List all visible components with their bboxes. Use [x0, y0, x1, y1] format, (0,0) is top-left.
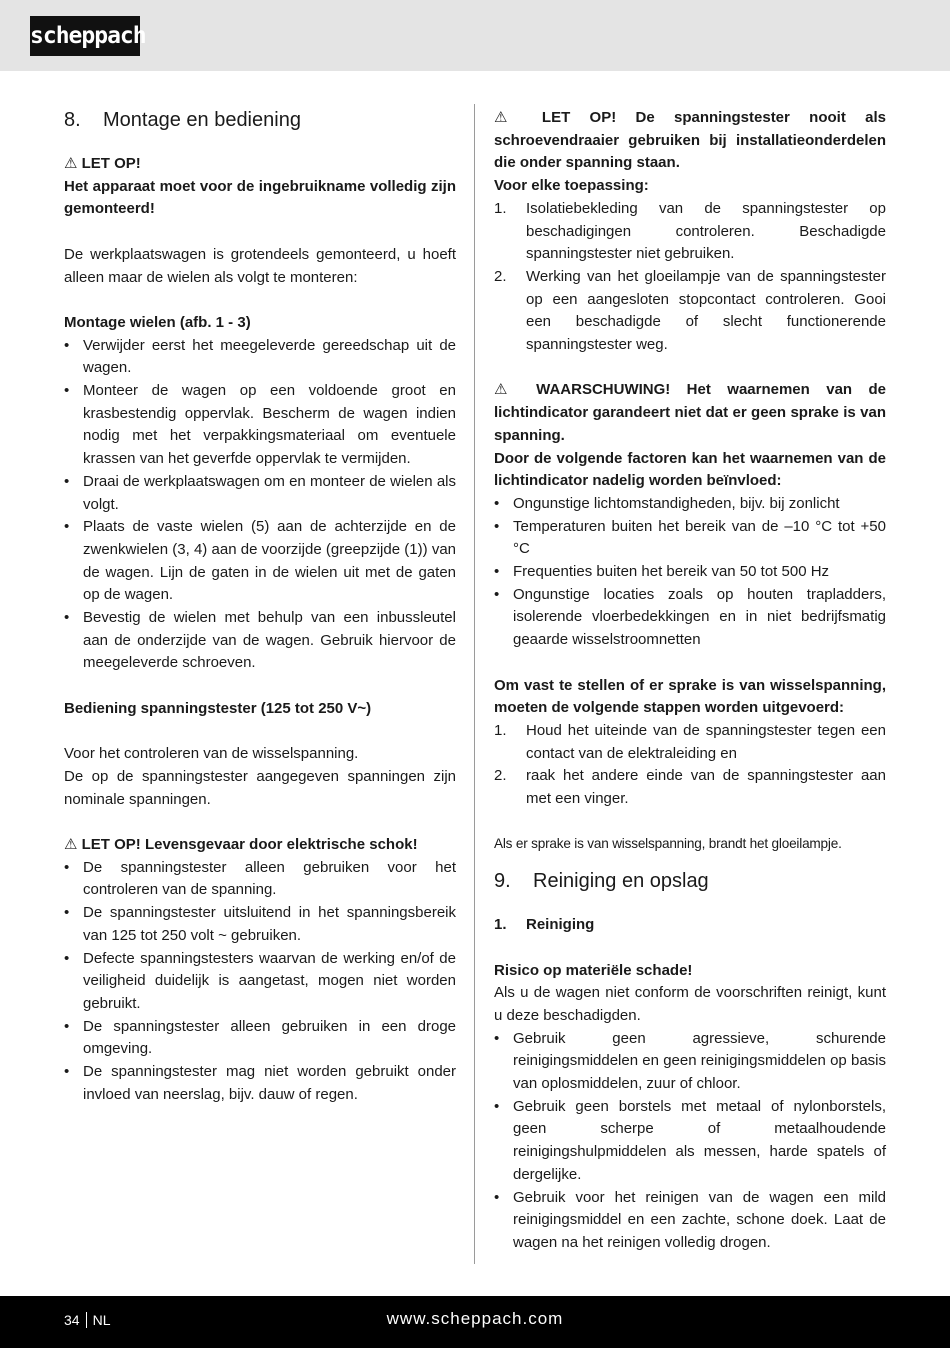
section-8-heading: [64, 107, 456, 133]
section-number: 9.: [494, 870, 511, 893]
wheels-heading: Montage wielen (afb. 1 - 3): [64, 313, 251, 331]
list-item: • De spanningstester mag niet worden gebruikt onder invloed van neerslag, bijv. dauw of regen.: [64, 1061, 456, 1106]
factors-heading: Door de volgende factoren kan het waarnemen van de lichtindicator nadelig worden beïnvloed:: [494, 449, 886, 490]
right-column: [494, 107, 886, 1255]
list-item: • De spanningstester uitsluitend in het spanningsbereik van 125 tot 250 volt ~ gebruiken.: [64, 902, 456, 947]
language-code: NL: [92, 1312, 111, 1328]
risk-heading: Risico op materiële schade!: [494, 961, 693, 979]
list-item: 2. raak het andere einde van de spanningstester aan met een vinger.: [494, 767, 886, 808]
cleaning-list: [494, 1028, 886, 1255]
light-indicator-warning: ⚠ WAARSCHUWING! Het waarnemen van de lichtindicator garandeert niet dat er geen sprake is van spanning.: [494, 381, 886, 444]
list-item: • Monteer de wagen op een voldoende groot en krasbestendig oppervlak. Bescherm de wagen indien nodig met het verpakkingsmateriaal om eventuele krassen van het geverfde oppervlak te vermijden.: [64, 380, 456, 471]
list-item: 1. Isolatiebekleding van de spanningstester op beschadigingen controleren. Beschadigde spanningstester niet gebruiken.: [494, 199, 886, 263]
list-item: • Gebruik geen agressieve, schurende reinigingsmiddelen en geen reinigingsmiddelen op basis van oplosmiddelen, zuur of chloor.: [494, 1028, 886, 1096]
page-number: 34: [64, 1312, 80, 1328]
list-item: • Verwijder eerst het meegeleverde gereedschap uit de wagen.: [64, 335, 456, 380]
section-number: 8.: [64, 109, 81, 131]
lamp-note: Als er sprake is van wisselspanning, brandt het gloeilampje.: [494, 836, 842, 852]
list-item: • Draai de werkplaatswagen om en monteer de wielen als volgt.: [64, 471, 456, 516]
factors-list: [494, 493, 886, 652]
list-item: • Ongunstige lichtomstandigheden, bijv. bij zonlicht: [494, 493, 886, 516]
steps-heading: Om vast te stellen of er sprake is van wisselspanning, moeten de volgende stappen worden uitgevoerd:: [494, 676, 886, 717]
warning-label: ⚠ LET OP!: [64, 155, 141, 172]
list-item: • Frequenties buiten het bereik van 50 tot 500 Hz: [494, 561, 886, 584]
warning-text: Het apparaat moet voor de ingebruikname volledig zijn gemonteerd!: [64, 177, 456, 218]
subsection-number: 1.: [494, 916, 507, 934]
left-column: [64, 107, 456, 1106]
scheppach-logo: scheppach: [30, 16, 140, 56]
list-item: • Plaats de vaste wielen (5) aan de achterzijde en de zwenkwielen (3, 4) aan de voorzijde (greepzijde (1)) van de wagen. Lijn de gaten in de wielen uit met de gaten op de wagen.: [64, 516, 456, 607]
list-item: • Bevestig de wielen met behulp van een inbussleutel aan de onderzijde van de wagen. Gebruik hiervoor de meegeleverde schroeven.: [64, 607, 456, 675]
intro-paragraph: De werkplaatswagen is grotendeels gemonteerd, u hoeft alleen maar de wielen als volgt te monteren:: [64, 245, 456, 286]
subsection-title: Reiniging: [526, 916, 595, 934]
section-9-heading: [494, 868, 886, 894]
website-link[interactable]: www.scheppach.com: [386, 1309, 564, 1328]
list-item: • Ongunstige locaties zoals op houten trapladders, isolerende vloerbedekkingen en in niet bedrijfsmatig geaarde wisselstroomnetten: [494, 584, 886, 652]
shock-warning-label: ⚠ LET OP! Levensgevaar door elektrische schok!: [64, 836, 418, 854]
steps-list: [494, 720, 886, 811]
list-item: • De spanningstester alleen gebruiken voor het controleren van de spanning.: [64, 857, 456, 902]
risk-text: Als u de wagen niet conform de voorschriften reinigt, kunt u deze beschadigden.: [494, 984, 886, 1024]
tester-paragraph: De op de spanningstester aangegeven spanningen zijn nominale spanningen.: [64, 767, 456, 808]
page-header: [0, 0, 950, 71]
list-item: • De spanningstester alleen gebruiken in een droge omgeving.: [64, 1016, 456, 1061]
list-item: • Gebruik voor het reinigen van de wagen een mild reinigingsmiddel en een zachte, schone doek. Laat de wagen na het reinigen volledig drogen.: [494, 1187, 886, 1255]
each-use-list: [494, 198, 886, 357]
list-item: • Defecte spanningstesters waarvan de werking en/of de veiligheid duidelijk is aangetast, mogen niet worden gebruikt.: [64, 948, 456, 1016]
section-title: Montage en bediening: [103, 109, 301, 131]
list-item: 1. Houd het uiteinde van de spanningstester tegen een contact van de elektraleiding en: [494, 721, 886, 762]
tester-heading: Bediening spanningstester (125 tot 250 V~): [64, 699, 372, 717]
section-title: Reiniging en opslag: [533, 870, 709, 893]
each-use-heading: Voor elke toepassing:: [494, 177, 649, 195]
page-footer: [0, 1296, 950, 1348]
screwdriver-warning: ⚠ LET OP! De spanningstester nooit als schroevendraaier gebruiken bij installatieonderdelen die onder spanning staan.: [494, 109, 886, 172]
list-item: • Temperaturen buiten het bereik van de –10 °C tot +50 °C: [494, 516, 886, 561]
tester-paragraph: Voor het controleren van de wisselspanning.: [64, 745, 359, 763]
list-item: 2. Werking van het gloeilampje van de spanningstester op een aangesloten stopcontact controleren. Gooi een beschadigde of slecht functionerende spanningstester weg.: [494, 267, 886, 354]
list-item: • Gebruik geen borstels met metaal of nylonborstels, geen scherpe of metaalhoudende reinigingshulpmiddelen als messen, harde spatels of dergelijke.: [494, 1096, 886, 1187]
column-divider: [474, 104, 475, 1264]
shock-warning-list: [64, 857, 456, 1107]
wheels-list: [64, 335, 456, 676]
subsection-heading: [494, 914, 886, 937]
